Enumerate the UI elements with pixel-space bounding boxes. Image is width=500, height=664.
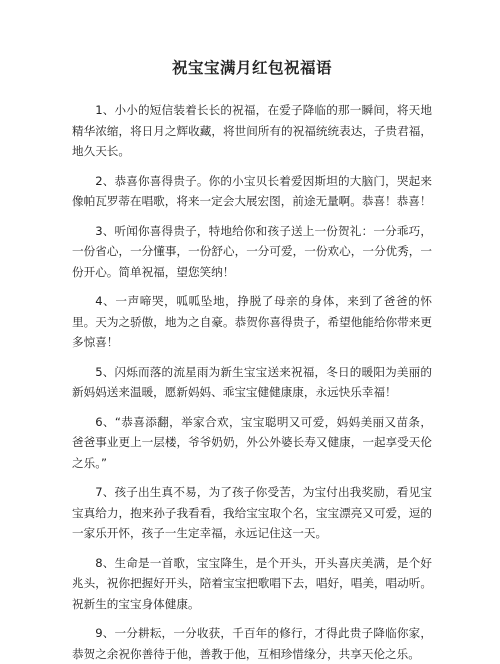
paragraph-7: 7、孩子出生真不易，为了孩子你受苦，为宝付出我奖励，看见宝宝真给力，抱来孙子我看看，我给宝宝取个名，宝宝漂亮又可爱，逗的一家乐开怀，孩子一生定幸福，永远记住这一天。	[72, 485, 432, 540]
paragraph-3: 3、听闻你喜得贵子，特地给你和孩子送上一份贺礼：一分乖巧，一份省心，一分懂事，一份舒心，一分可爱，一份欢心，一分优秀，一份开心。简单祝福，望您笑纳！	[72, 223, 432, 279]
paragraph-6: 6、“恭喜添翻，举家合欢，宝宝聪明又可爱，妈妈美丽又苗条，爸爸事业更上一层楼，爷爷奶奶，外公外婆长寿又健康，一起享受天伦之乐。”	[72, 414, 432, 470]
paragraph-8: 8、生命是一首歌，宝宝降生，是个开头，开头喜庆美满，是个好兆头，祝你把握好开头，陪着宝宝把歌唱下去，唱好，唱美，唱动听。祝新生的宝宝身体健康。	[72, 555, 432, 611]
document-title: 祝宝宝满月红包祝福语	[171, 59, 332, 77]
paragraph-5: 5、闪烁而落的流星雨为新生宝宝送来祝福，冬日的暖阳为美丽的新妈妈送来温暖，愿新妈妈、乖宝宝健健康康，永远快乐幸福！	[72, 364, 432, 399]
paragraph-4: 4、一声啼哭，呱呱坠地，挣脱了母亲的身体，来到了爸爸的怀里。天为之骄傲，地为之自豪。恭贺你喜得贵子，希望他能给你带来更多惊喜！	[72, 294, 432, 349]
paragraph-9: 9、一分耕耘，一分收获，千百年的修行，才得此贵子降临你家，恭贺之余祝你善待于他，善教于他，互相珍惜缘分，共享天伦之乐。	[72, 626, 432, 661]
paragraph-1: 1、小小的短信装着长长的祝福，在爱子降临的那一瞬间，将天地精华浓缩，将日月之辉收藏，将世间所有的祝福统统表达，子贵君福，地久天长。	[72, 103, 432, 158]
paragraph-2: 2、恭喜你喜得贵子。你的小宝贝长着爱因斯坦的大脑门，哭起来像帕瓦罗蒂在唱歌，将来一定会大展宏图，前途无量啊。恭喜！恭喜！	[72, 173, 432, 208]
